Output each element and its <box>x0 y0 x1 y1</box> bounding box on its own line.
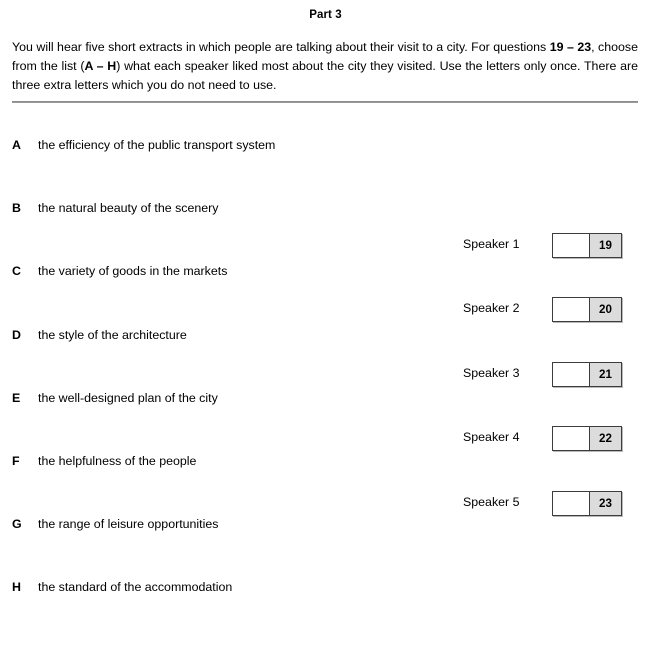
instructions-segment-5: ) what each speaker liked most about the city they visited. Use the letters only once. There are three extra letters which you do not need to use. <box>12 59 638 93</box>
option-row-f <box>12 454 432 517</box>
answer-input-22[interactable] <box>553 427 590 450</box>
page-title: Part 3 <box>309 9 342 21</box>
option-row-h <box>12 580 432 643</box>
option-text-d: the style of the architecture <box>38 327 187 342</box>
option-text-f: the helpfulness of the people <box>38 453 197 468</box>
instructions-segment-3: , choose from the list ( <box>12 40 639 74</box>
option-letter-a: A <box>12 138 21 152</box>
question-number-20: 20 <box>590 298 621 321</box>
option-letter-f: F <box>12 453 20 468</box>
option-letter-c: C <box>12 264 21 279</box>
speaker-label-4: Speaker 4 <box>463 430 520 445</box>
question-number-21: 21 <box>590 363 621 386</box>
instructions-letter-range: A – H <box>84 59 117 74</box>
header-divider <box>12 101 638 103</box>
option-letter-e: E <box>12 390 21 405</box>
answer-input-19[interactable] <box>553 234 590 257</box>
speaker-label-2: Speaker 2 <box>463 301 520 316</box>
answer-input-23[interactable] <box>553 492 590 515</box>
speaker-row-1 <box>463 233 638 297</box>
speaker-row-3 <box>463 362 638 426</box>
answer-box-21[interactable] <box>552 362 622 387</box>
speaker-row-5 <box>463 491 638 555</box>
answer-box-22[interactable] <box>552 426 622 451</box>
option-row-g <box>12 517 432 580</box>
instructions-segment-1: You will hear five short extracts in which people are talking about their visit to a city. For questions <box>12 40 550 54</box>
speaker-label-3: Speaker 3 <box>463 365 520 380</box>
instructions-question-range: 19 – 23 <box>549 40 592 54</box>
question-number-19: 19 <box>590 234 621 257</box>
option-letter-g: G <box>12 517 22 532</box>
option-row-e <box>12 391 432 454</box>
option-text-c: the variety of goods in the markets <box>38 264 228 279</box>
option-letter-b: B <box>12 201 21 216</box>
option-text-h: the standard of the accommodation <box>38 580 233 595</box>
option-row-c <box>12 264 432 327</box>
option-letter-d: D <box>12 327 21 342</box>
option-letter-h: H <box>12 580 21 595</box>
speaker-row-2 <box>463 297 638 361</box>
options-list <box>12 138 432 644</box>
option-text-a: the efficiency of the public transport system <box>38 138 276 152</box>
speaker-label-5: Speaker 5 <box>463 494 520 509</box>
answer-box-23[interactable] <box>552 491 622 516</box>
option-text-b: the natural beauty of the scenery <box>38 201 219 216</box>
option-text-g: the range of leisure opportunities <box>38 517 219 532</box>
answer-input-21[interactable] <box>553 363 590 386</box>
answer-box-19[interactable] <box>552 233 622 258</box>
speaker-row-4 <box>463 426 638 490</box>
option-row-b <box>12 201 432 264</box>
question-number-23: 23 <box>590 492 621 515</box>
speaker-label-1: Speaker 1 <box>463 237 520 251</box>
answer-box-20[interactable] <box>552 297 622 322</box>
answer-input-20[interactable] <box>553 298 590 321</box>
option-row-a <box>12 138 432 201</box>
instructions-paragraph <box>12 38 638 96</box>
question-number-22: 22 <box>590 427 621 450</box>
option-row-d <box>12 328 432 391</box>
option-text-e: the well-designed plan of the city <box>38 390 218 405</box>
speakers-answer-list <box>463 233 638 555</box>
